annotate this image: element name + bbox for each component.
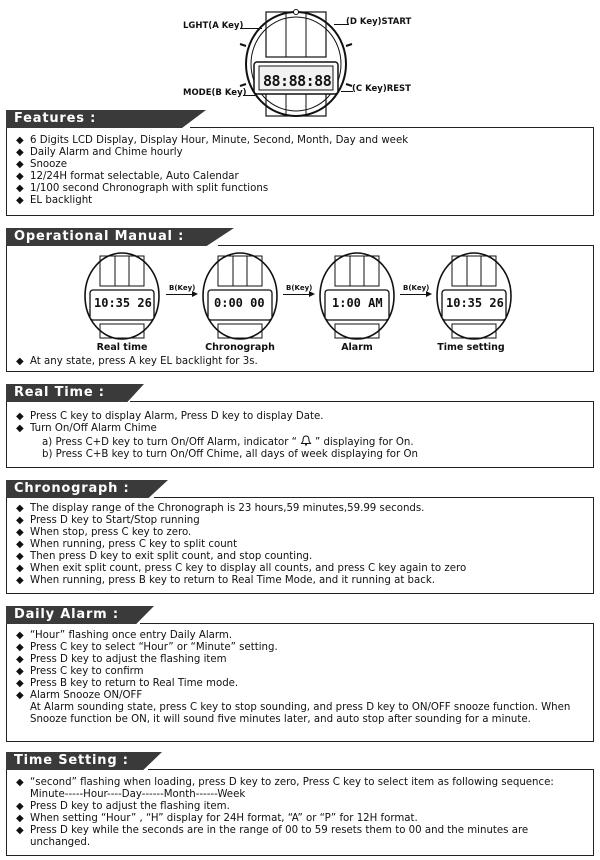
arrow-label: B(Key): [286, 284, 313, 292]
lcd-display: 88:88:88: [263, 72, 332, 90]
chronograph-header: [6, 480, 226, 498]
list-item: ◆ When running, press B key to return to Real Time Mode, and it running at back.: [16, 575, 435, 586]
list-item: ◆ Press D key to adjust the flashing item: [16, 654, 227, 665]
start-key-label: (D Key)START: [346, 17, 412, 27]
list-item: ◆ Press C key to select “Hour” or “Minute” setting.: [16, 642, 278, 653]
timesetting-list: [16, 777, 586, 849]
list-item: ◆ Turn On/Off Alarm Chime: [16, 423, 157, 434]
realtime-header: [6, 384, 226, 402]
list-item: ◆ “Hour” flashing once entry Daily Alarm.: [16, 630, 233, 641]
arrow-right-icon: [400, 294, 430, 295]
chronograph-list: [16, 503, 586, 587]
timesetting-header: [6, 752, 226, 770]
start-key-leader: [334, 24, 348, 25]
list-item: ◆ When running, press C key to split count: [16, 539, 238, 550]
watch-alarm-caption: Alarm: [341, 342, 373, 353]
list-item: ◆ The display range of the Chronograph is 23 hours,59 minutes,59.99 seconds.: [16, 503, 425, 514]
list-item: ◆ Press C key to display Alarm, Press D key to display Date.: [16, 411, 324, 422]
features-list: [16, 135, 586, 207]
arrow-label: B(Key): [169, 284, 196, 292]
list-item: ◆ Press D key to adjust the flashing item.: [16, 801, 230, 812]
list-item: ◆ 12/24H format selectable, Auto Calendar: [16, 171, 239, 182]
list-item: ◆ Daily Alarm and Chime hourly: [16, 147, 183, 158]
mode-key-leader: [243, 95, 255, 96]
list-item: ◆ At any state, press A key EL backlight for 3s.: [16, 356, 258, 367]
mode-key-label: MODE(B Key): [183, 88, 247, 98]
list-item: ◆ Alarm Snooze ON/OFF: [16, 690, 143, 701]
light-key-label: LGHT(A Key): [183, 21, 244, 31]
list-item: ◆ 6 Digits LCD Display, Display Hour, Minute, Second, Month, Day and week: [16, 135, 409, 146]
realtime-list: [16, 411, 586, 461]
list-item: ◆ EL backlight: [16, 195, 93, 206]
alarm-list: [16, 630, 586, 726]
list-item: ◆ Press C key to confirm: [16, 666, 144, 677]
timesetting-title: Time Setting :: [14, 753, 129, 768]
arrow-right-icon: [283, 294, 313, 295]
watch-illustration: [236, 4, 356, 122]
arrow-label: B(Key): [403, 284, 430, 292]
list-item: ◆ Snooze: [16, 159, 68, 170]
list-item: ◆ 1/100 second Chronograph with split functions: [16, 183, 269, 194]
manual-note-list: [16, 356, 586, 368]
watch-chronograph-display: 0:00 00: [214, 296, 265, 310]
list-item: ◆ When exit split count, press C key to display all counts, and press C key again to zero: [16, 563, 467, 574]
alarm-title: Daily Alarm :: [14, 607, 119, 622]
manual-header: [6, 228, 226, 246]
chronograph-title: Chronograph :: [14, 481, 130, 496]
list-item: ◆ Press D key while the seconds are in the range of 00 to 59 resets them to 00 and the minutes are unchanged.: [16, 825, 529, 848]
list-item: ◆ Press D key to Start/Stop running: [16, 515, 200, 526]
arrow-right-icon: [166, 294, 196, 295]
alarm-header: [6, 606, 226, 624]
light-key-leader: [240, 28, 262, 29]
list-item: a) Press C+D key to turn On/Off Alarm, indicator “ ” displaying for On.: [42, 437, 414, 448]
features-header: [6, 110, 226, 128]
list-item: At Alarm sounding state, press C key to stop sounding, and press D key to ON/OFF snooze function. When Snooze function be ON, it will sound five minutes later, and auto stop after sounding for a minute.: [30, 702, 571, 725]
reset-key-leader: [341, 91, 353, 92]
watch-time-setting-display: 10:35 26: [446, 296, 504, 310]
watch-time-setting-caption: Time setting: [437, 342, 505, 353]
list-item: ◆ “second” flashing when loading, press D key to zero, Press C key to select item as following sequence: Minute-----Hour----Day------Month------Week: [16, 777, 554, 800]
list-item: ◆ When stop, press C key to zero.: [16, 527, 192, 538]
reset-key-label: (C Key)REST: [352, 84, 411, 94]
features-title: Features :: [14, 111, 97, 126]
list-item: ◆ When setting “Hour” , “H” display for 24H format, “A” or “P” for 12H format.: [16, 813, 418, 824]
watch-alarm-display: 1:00 AM: [332, 296, 383, 310]
realtime-title: Real Time :: [14, 385, 105, 400]
bell-icon: [300, 435, 312, 446]
manual-title: Operational Manual :: [14, 229, 185, 244]
list-item: ◆ Press B key to return to Real Time mode.: [16, 678, 239, 689]
list-item: b) Press C+B key to turn On/Off Chime, all days of week displaying for On: [42, 449, 418, 460]
watch-real-time-caption: Real time: [96, 342, 148, 353]
list-item: ◆ Then press D key to exit split count, and stop counting.: [16, 551, 313, 562]
watch-real-time-display: 10:35 26: [94, 296, 152, 310]
watch-chronograph-caption: Chronograph: [205, 342, 275, 353]
